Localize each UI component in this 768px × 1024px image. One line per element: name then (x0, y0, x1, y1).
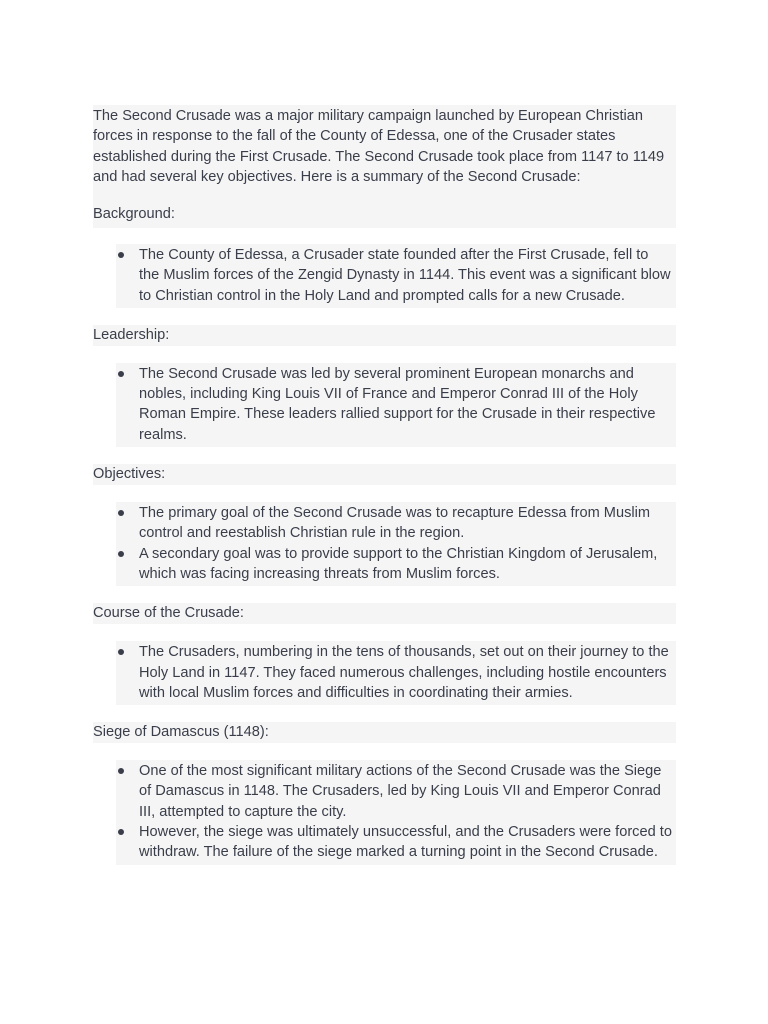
objectives-heading: Objectives: (93, 464, 676, 485)
list-item: A secondary goal was to provide support to the Christian Kingdom of Jerusalem, which was facing increasing threats from Muslim forces. (116, 544, 672, 585)
objectives-list (116, 502, 676, 586)
document-body (93, 105, 676, 865)
background-heading: Background: (93, 206, 175, 223)
list-item: The Second Crusade was led by several prominent European monarchs and nobles, including King Louis VII of France and Emperor Conrad III of the Holy Roman Empire. These leaders rallied support for the Crusade in their respective realms. (116, 364, 672, 445)
list-item: One of the most significant military actions of the Second Crusade was the Siege of Damascus in 1148. The Crusaders, led by King Louis VII and Emperor Conrad III, attempted to capture the city. (116, 761, 672, 822)
course-heading: Course of the Crusade: (93, 603, 676, 624)
list-item: The primary goal of the Second Crusade was to recapture Edessa from Muslim control and reestablish Christian rule in the region. (116, 503, 672, 544)
leadership-list (116, 363, 676, 447)
intro-paragraph: The Second Crusade was a major military campaign launched by European Christian forces in response to the fall of the County of Edessa, one of the Crusader states established during the First Crusade. The Second Crusade took place from 1147 to 1149 and had several key objectives. Here is a summary of the Second Crusade: (93, 108, 665, 185)
background-list (116, 244, 676, 308)
siege-list (116, 760, 676, 864)
siege-heading: Siege of Damascus (1148): (93, 722, 676, 743)
leadership-heading: Leadership: (93, 325, 676, 346)
course-list (116, 641, 676, 705)
list-item: The Crusaders, numbering in the tens of thousands, set out on their journey to the Holy Land in 1147. They faced numerous challenges, including hostile encounters with local Muslim forces and difficulties in coordinating their armies. (116, 642, 672, 703)
list-item: However, the siege was ultimately unsuccessful, and the Crusaders were forced to withdraw. The failure of the siege marked a turning point in the Second Crusade. (116, 822, 672, 863)
intro-block (93, 105, 676, 228)
list-item: The County of Edessa, a Crusader state founded after the First Crusade, fell to the Muslim forces of the Zengid Dynasty in 1144. This event was a significant blow to Christian control in the Holy Land and prompted calls for a new Crusade. (116, 245, 672, 306)
